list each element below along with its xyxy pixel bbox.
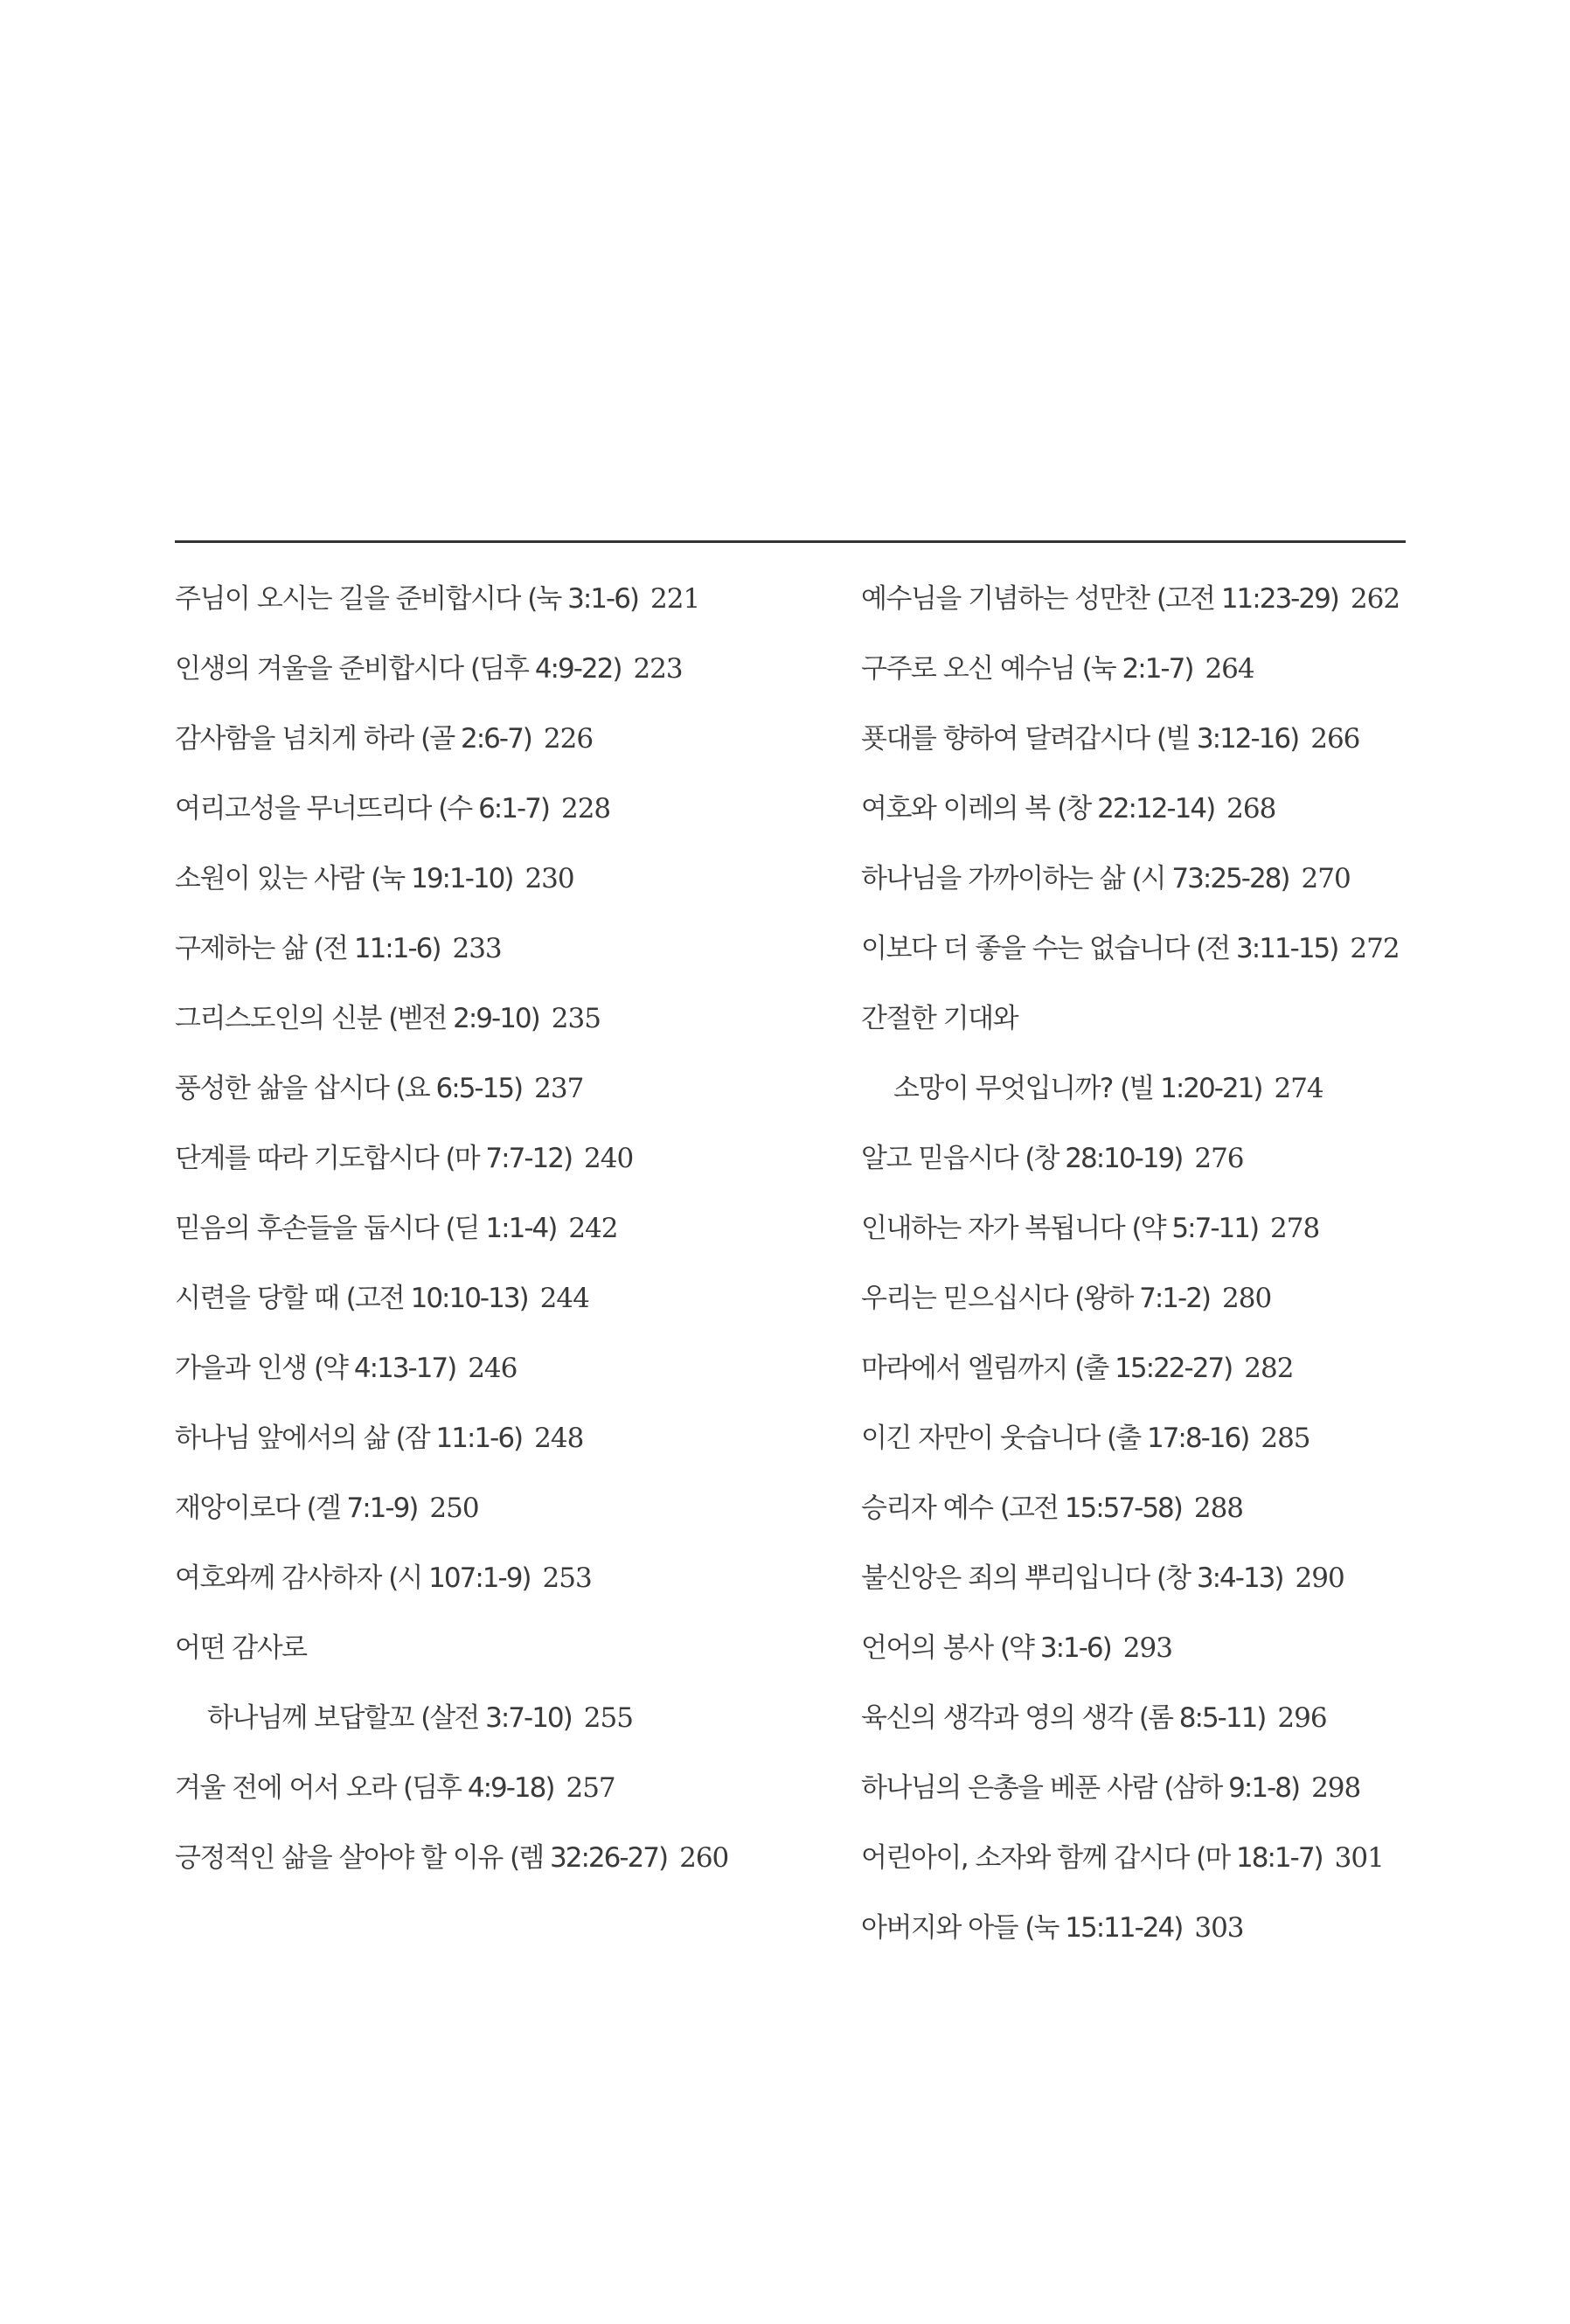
entry-page-number: 226 (543, 723, 594, 755)
entry-reference: (렘 32:26-27) (510, 1842, 668, 1874)
entry-reference: (약 4:13-17) (313, 1353, 456, 1384)
entry-reference: (딤후 4:9-18) (403, 1772, 554, 1804)
entry-page-number: 230 (524, 863, 574, 894)
toc-entry[interactable] (861, 1548, 1421, 1618)
entry-reference: (눅 2:1-7) (1081, 653, 1193, 685)
entry-page-number: 276 (1194, 1143, 1244, 1174)
entry-title: 인내하는 자가 복됩니다 (861, 1213, 1125, 1244)
entry-title: 감사함을 넘치게 하라 (175, 723, 413, 755)
entry-page-number: 293 (1122, 1632, 1172, 1664)
toc-entry[interactable] (175, 1548, 822, 1618)
toc-entry[interactable] (861, 1479, 1421, 1548)
toc-entry[interactable] (861, 569, 1421, 639)
top-rule (175, 540, 1406, 543)
toc-entry[interactable] (175, 779, 822, 849)
entry-page-number: 298 (1311, 1772, 1361, 1804)
entry-reference: (빌 3:12-16) (1156, 723, 1299, 755)
entry-page-number: 274 (1274, 1073, 1323, 1104)
entry-title: 간절한 기대와 (861, 1003, 1018, 1034)
entry-reference: (롬 8:5-11) (1138, 1702, 1266, 1734)
entry-reference: (요 6:5-15) (395, 1073, 523, 1104)
entry-page-number: 266 (1310, 723, 1360, 755)
entry-page-number: 270 (1301, 863, 1351, 894)
toc-entry[interactable] (861, 779, 1421, 849)
entry-reference: (눅 3:1-6) (527, 583, 639, 615)
entry-page-number: 223 (633, 653, 683, 685)
entry-page-number: 242 (568, 1213, 618, 1244)
entry-page-number: 278 (1270, 1213, 1320, 1244)
entry-page-number: 296 (1277, 1702, 1327, 1734)
toc-entry[interactable] (175, 1409, 822, 1479)
entry-reference: (왕하 7:1-2) (1074, 1283, 1211, 1314)
entry-title: 하나님의 은총을 베푼 사람 (861, 1772, 1157, 1804)
entry-title: 불신앙은 죄의 뿌리입니다 (861, 1562, 1150, 1594)
entry-title: 소원이 있는 사람 (175, 863, 364, 894)
entry-page-number: 264 (1205, 653, 1254, 685)
entry-title: 우리는 믿으십시다 (861, 1283, 1067, 1314)
toc-entry[interactable] (861, 1409, 1421, 1479)
entry-title: 하나님을 가까이하는 삶 (861, 863, 1125, 894)
entry-title: 그리스도인의 신분 (175, 1003, 381, 1034)
entry-title: 겨울 전에 어서 오라 (175, 1772, 396, 1804)
toc-entry[interactable] (175, 1059, 822, 1129)
toc-entry[interactable] (861, 919, 1421, 989)
entry-title: 하나님께 보답할꼬 (207, 1702, 413, 1734)
entry-title: 예수님을 기념하는 성만찬 (861, 583, 1150, 615)
entry-title: 구주로 오신 예수님 (861, 653, 1075, 685)
entry-title: 마라에서 엘림까지 (861, 1353, 1067, 1384)
entry-page-number: 282 (1244, 1353, 1294, 1384)
toc-entry-continuation[interactable] (861, 1059, 1421, 1129)
entry-title: 언어의 봉사 (861, 1632, 993, 1664)
toc-entry[interactable] (175, 1828, 822, 1898)
entry-reference: (수 6:1-7) (438, 793, 549, 825)
entry-reference: (벧전 2:9-10) (388, 1003, 539, 1034)
entry-reference: (눅 19:1-10) (371, 863, 513, 894)
entry-reference: (출 15:22-27) (1074, 1353, 1233, 1384)
entry-title: 알고 믿읍시다 (861, 1143, 1018, 1174)
entry-title: 구제하는 삶 (175, 933, 307, 964)
toc-entry[interactable] (861, 1269, 1421, 1339)
entry-reference: (빌 1:20-21) (1120, 1073, 1262, 1104)
entry-reference: (고전 10:10-13) (345, 1283, 528, 1314)
entry-page-number: 228 (560, 793, 611, 825)
entry-reference: (시 73:25-28) (1131, 863, 1289, 894)
entry-title: 푯대를 향하여 달려갑시다 (861, 723, 1150, 755)
entry-page-number: 260 (679, 1842, 729, 1874)
entry-reference: (약 5:7-11) (1131, 1213, 1259, 1244)
entry-page-number: 237 (534, 1073, 584, 1104)
toc-column-right (861, 569, 1421, 1968)
toc-entry-continuation[interactable] (175, 1688, 822, 1758)
toc-entry[interactable] (175, 1199, 822, 1269)
entry-page-number: 268 (1226, 793, 1276, 825)
entry-title: 여리고성을 무너뜨리다 (175, 793, 431, 825)
entry-title: 단계를 따라 기도합시다 (175, 1143, 439, 1174)
entry-page-number: 240 (584, 1143, 634, 1174)
toc-entry[interactable] (175, 849, 822, 919)
toc-entry-first-line[interactable] (175, 1618, 822, 1688)
toc-entry[interactable] (175, 1129, 822, 1199)
entry-reference: (창 22:12-14) (1057, 793, 1215, 825)
entry-page-number: 288 (1193, 1493, 1244, 1524)
entry-title: 육신의 생각과 영의 생각 (861, 1702, 1132, 1734)
entry-title: 어떤 감사로 (175, 1632, 307, 1664)
entry-page-number: 246 (468, 1353, 518, 1384)
toc-entry[interactable] (861, 1898, 1421, 1968)
toc-entry[interactable] (175, 709, 822, 779)
entry-title: 여호와 이레의 복 (861, 793, 1050, 825)
entry-title: 긍정적인 삶을 살아야 할 이유 (175, 1842, 503, 1874)
entry-page-number: 250 (429, 1493, 479, 1524)
entry-reference: (출 17:8-16) (1107, 1423, 1249, 1454)
entry-page-number: 257 (566, 1772, 615, 1804)
entry-page-number: 255 (583, 1702, 633, 1734)
toc-entry[interactable] (175, 1479, 822, 1548)
toc-entry[interactable] (175, 919, 822, 989)
entry-reference: (눅 15:11-24) (1025, 1912, 1183, 1944)
entry-reference: (고전 15:57-58) (999, 1493, 1182, 1524)
toc-entry-first-line[interactable] (861, 989, 1421, 1059)
entry-reference: (잠 11:1-6) (395, 1423, 523, 1454)
entry-reference: (살전 3:7-10) (420, 1702, 572, 1734)
entry-title: 시련을 당할 때 (175, 1283, 339, 1314)
entry-title: 여호와께 감사하자 (175, 1562, 381, 1594)
toc-column-left (175, 569, 822, 1898)
entry-reference: (전 3:11-15) (1196, 933, 1338, 964)
toc-entry[interactable] (861, 639, 1421, 709)
entry-page-number: 303 (1194, 1912, 1244, 1944)
toc-entry[interactable] (175, 989, 822, 1059)
entry-title: 믿음의 후손들을 둡시다 (175, 1213, 439, 1244)
toc-entry[interactable] (175, 569, 822, 639)
toc-entry[interactable] (861, 849, 1421, 919)
toc-entry[interactable] (861, 1339, 1421, 1409)
entry-reference: (고전 11:23-29) (1156, 583, 1338, 615)
entry-title: 풍성한 삶을 삽시다 (175, 1073, 389, 1104)
entry-reference: (약 3:1-6) (999, 1632, 1111, 1664)
entry-page-number: 262 (1350, 583, 1400, 615)
entry-page-number: 233 (452, 933, 502, 964)
toc-entry[interactable] (175, 1339, 822, 1409)
entry-reference: (마 7:7-12) (445, 1143, 573, 1174)
toc-entry[interactable] (861, 1129, 1421, 1199)
entry-reference: (마 18:1-7) (1196, 1842, 1323, 1874)
entry-title: 승리자 예수 (861, 1493, 993, 1524)
entry-reference: (삼하 9:1-8) (1164, 1772, 1300, 1804)
entry-page-number: 272 (1350, 933, 1400, 964)
entry-title: 하나님 앞에서의 삶 (175, 1423, 389, 1454)
entry-page-number: 280 (1222, 1283, 1272, 1314)
entry-title: 이긴 자만이 웃습니다 (861, 1423, 1100, 1454)
entry-reference: (전 11:1-6) (313, 933, 441, 964)
toc-entry[interactable] (861, 1688, 1421, 1758)
entry-page-number: 290 (1295, 1562, 1344, 1594)
toc-entry[interactable] (861, 1758, 1421, 1828)
entry-title: 어린아이, 소자와 함께 갑시다 (861, 1842, 1189, 1874)
entry-title: 이보다 더 좋을 수는 없습니다 (861, 933, 1189, 964)
entry-title: 인생의 겨울을 준비합시다 (175, 653, 463, 685)
toc-entry[interactable] (861, 709, 1421, 779)
entry-reference: (창 28:10-19) (1025, 1143, 1183, 1174)
toc-entry[interactable] (175, 639, 822, 709)
entry-reference: (겔 7:1-9) (306, 1493, 418, 1524)
entry-title: 주님이 오시는 길을 준비합시다 (175, 583, 520, 615)
toc-entry[interactable] (861, 1828, 1421, 1898)
entry-reference: (창 3:4-13) (1156, 1562, 1283, 1594)
entry-reference: (골 2:6-7) (420, 723, 531, 755)
entry-page-number: 248 (534, 1423, 584, 1454)
entry-title: 재앙이로다 (175, 1493, 300, 1524)
entry-page-number: 221 (650, 583, 700, 615)
entry-page-number: 235 (551, 1003, 601, 1034)
entry-reference: (딤후 4:9-22) (469, 653, 622, 685)
entry-page-number: 285 (1261, 1423, 1310, 1454)
entry-page-number: 301 (1334, 1842, 1384, 1874)
entry-title: 아버지와 아들 (861, 1912, 1018, 1944)
entry-page-number: 253 (542, 1562, 592, 1594)
toc-entry[interactable] (175, 1758, 822, 1828)
toc-entry[interactable] (175, 1269, 822, 1339)
toc-entry[interactable] (861, 1618, 1421, 1688)
entry-reference: (시 107:1-9) (388, 1562, 531, 1594)
entry-title: 소망이 무엇입니까? (893, 1073, 1113, 1104)
entry-reference: (딛 1:1-4) (445, 1213, 557, 1244)
toc-entry[interactable] (861, 1199, 1421, 1269)
entry-page-number: 244 (539, 1283, 589, 1314)
entry-title: 가을과 인생 (175, 1353, 307, 1384)
